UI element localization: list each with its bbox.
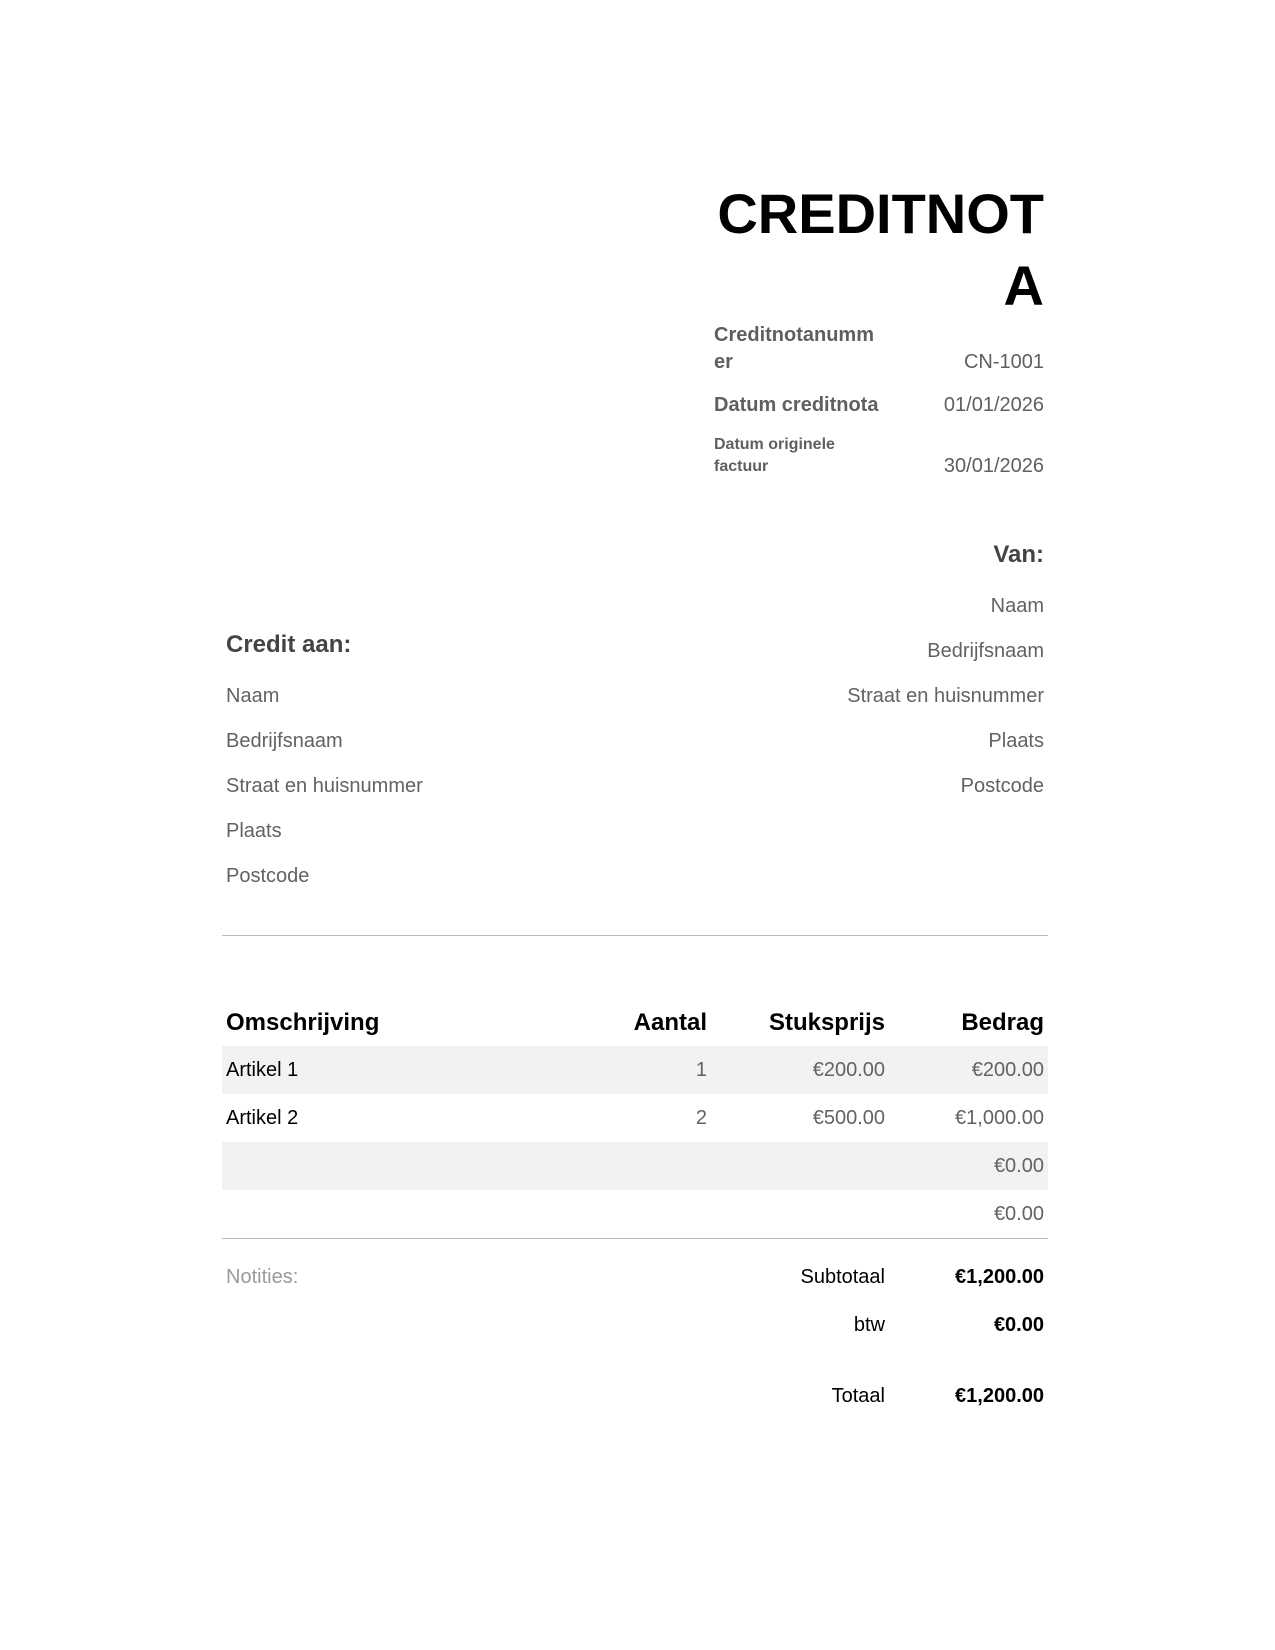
tax-row [222,1310,1048,1358]
row-amount: €0.00 [993,1203,1044,1225]
from-street: Straat en huisnummer [847,685,1044,707]
subtotal-label: Subtotaal [800,1266,885,1288]
header-amount: Bedrag [961,1009,1044,1036]
tax-value: €0.00 [993,1314,1044,1336]
from-address-block [644,538,1044,809]
table-row [222,1046,1048,1094]
meta-row-number [714,322,1044,376]
to-heading: Credit aan: [226,631,352,658]
from-postcode: Postcode [960,775,1044,797]
document-title [714,178,1044,322]
original-invoice-date-label [714,434,886,478]
to-street: Straat en huisnummer [226,775,423,797]
total-value: €1,200.00 [955,1385,1044,1407]
header-unit-price: Stuksprijs [768,1009,885,1036]
title-line-1: CREDITNOT [717,182,1044,245]
credit-note-date-label: Datum creditnota [714,394,879,416]
meta-block [714,322,1044,482]
header-quantity: Aantal [633,1009,707,1036]
table-row [222,1142,1048,1190]
meta-row-original-date [714,434,1044,482]
row-description: Artikel 2 [226,1107,299,1129]
notes-label: Notities: [226,1266,299,1288]
credit-note-page [222,0,1048,1650]
credit-note-number-label-line-1: Creditnotanumm [714,324,874,346]
from-city: Plaats [988,730,1044,752]
header-description: Omschrijving [226,1009,380,1036]
total-label: Totaal [831,1385,885,1407]
credit-note-number-label [714,322,886,376]
credit-note-date-value: 01/01/2026 [943,394,1044,416]
tax-label: btw [853,1314,885,1336]
from-name: Naam [990,595,1044,617]
row-amount: €0.00 [993,1155,1044,1177]
table-header-row [222,1000,1048,1046]
original-invoice-date-value: 30/01/2026 [943,455,1044,477]
row-amount: €200.00 [971,1059,1044,1081]
table-row [222,1190,1048,1238]
table-bottom-divider [222,1238,1048,1239]
row-unit-price: €200.00 [812,1059,885,1081]
credit-note-number-label-line-2: er [714,351,733,373]
row-quantity: 2 [695,1107,707,1129]
subtotal-value: €1,200.00 [955,1266,1044,1288]
items-table [222,1000,1048,1239]
to-name: Naam [226,685,280,707]
original-invoice-date-label-line-2: factuur [714,458,769,475]
to-city: Plaats [226,820,282,842]
meta-row-date [714,390,1044,430]
section-divider [222,935,1048,936]
total-row [222,1381,1048,1429]
from-company: Bedrijfsnaam [927,640,1044,662]
original-invoice-date-label-line-1: Datum originele [714,436,835,453]
to-company: Bedrijfsnaam [226,730,343,752]
to-address-block [226,628,626,899]
row-description: Artikel 1 [226,1059,299,1081]
row-amount: €1,000.00 [955,1107,1044,1129]
table-row [222,1094,1048,1142]
row-unit-price: €500.00 [812,1107,885,1129]
subtotal-row [222,1262,1048,1310]
row-quantity: 1 [695,1059,707,1081]
totals-block [222,1262,1048,1429]
to-postcode: Postcode [226,865,310,887]
from-heading: Van: [993,541,1044,568]
title-line-2: A [1003,254,1044,317]
credit-note-number-value: CN-1001 [963,351,1044,373]
